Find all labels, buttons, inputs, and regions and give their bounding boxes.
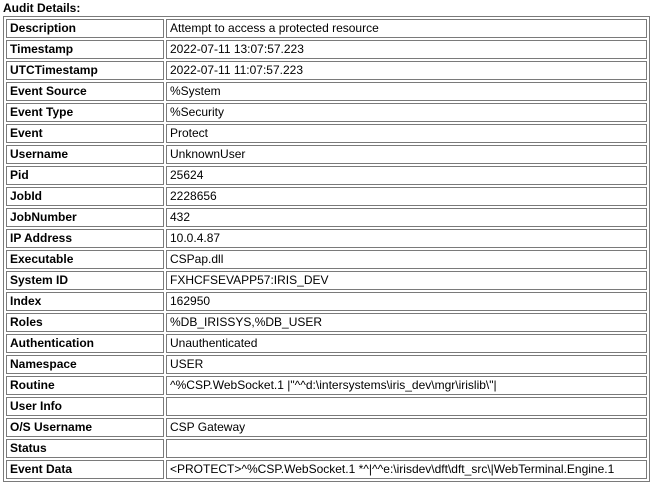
table-row — [6, 61, 647, 80]
row-value — [166, 439, 647, 458]
row-label: JobId — [6, 187, 164, 206]
table-row — [6, 166, 647, 185]
row-value: FXHCFSEVAPP57:IRIS_DEV — [166, 271, 647, 290]
audit-details-heading: Audit Details: — [3, 1, 81, 15]
row-value: CSPap.dll — [166, 250, 647, 269]
table-row — [6, 376, 647, 395]
row-label: Status — [6, 439, 164, 458]
table-row — [6, 313, 647, 332]
audit-details-table — [3, 16, 650, 482]
table-row — [6, 187, 647, 206]
row-label: Username — [6, 145, 164, 164]
row-value: %System — [166, 82, 647, 101]
table-row — [6, 460, 647, 479]
row-label: Event Data — [6, 460, 164, 479]
row-value — [166, 397, 647, 416]
row-value: <PROTECT>^%CSP.WebSocket.1 *^|^^e:\irisdev\dft\dft_src\|WebTerminal.Engine.1 — [166, 460, 647, 479]
row-label: Executable — [6, 250, 164, 269]
row-value: Protect — [166, 124, 647, 143]
row-label: Timestamp — [6, 40, 164, 59]
table-row — [6, 355, 647, 374]
row-label: Event Type — [6, 103, 164, 122]
table-row — [6, 271, 647, 290]
row-value: 432 — [166, 208, 647, 227]
table-row — [6, 334, 647, 353]
row-value: 2022-07-11 13:07:57.223 — [166, 40, 647, 59]
row-label: User Info — [6, 397, 164, 416]
row-label: Roles — [6, 313, 164, 332]
table-row — [6, 124, 647, 143]
row-label: Index — [6, 292, 164, 311]
row-label: Pid — [6, 166, 164, 185]
table-row — [6, 40, 647, 59]
row-label: JobNumber — [6, 208, 164, 227]
row-value: 2022-07-11 11:07:57.223 — [166, 61, 647, 80]
row-label: UTCTimestamp — [6, 61, 164, 80]
table-row — [6, 397, 647, 416]
table-row — [6, 103, 647, 122]
row-value: Attempt to access a protected resource — [166, 19, 647, 38]
row-label: Namespace — [6, 355, 164, 374]
row-value: 25624 — [166, 166, 647, 185]
table-row — [6, 82, 647, 101]
row-label: Routine — [6, 376, 164, 395]
table-row — [6, 19, 647, 38]
table-row — [6, 250, 647, 269]
row-label: Authentication — [6, 334, 164, 353]
row-label: Event — [6, 124, 164, 143]
table-row — [6, 418, 647, 437]
row-value: ^%CSP.WebSocket.1 |"^^d:\intersystems\iris_dev\mgr\irislib\"| — [166, 376, 647, 395]
row-label: Description — [6, 19, 164, 38]
row-label: Event Source — [6, 82, 164, 101]
table-row — [6, 229, 647, 248]
table-row — [6, 208, 647, 227]
table-row — [6, 439, 647, 458]
row-value: %Security — [166, 103, 647, 122]
row-value: USER — [166, 355, 647, 374]
row-value: 10.0.4.87 — [166, 229, 647, 248]
table-row — [6, 145, 647, 164]
row-label: O/S Username — [6, 418, 164, 437]
row-label: IP Address — [6, 229, 164, 248]
row-value: %DB_IRISSYS,%DB_USER — [166, 313, 647, 332]
row-value: UnknownUser — [166, 145, 647, 164]
row-value: 162950 — [166, 292, 647, 311]
row-value: Unauthenticated — [166, 334, 647, 353]
row-label: System ID — [6, 271, 164, 290]
table-row — [6, 292, 647, 311]
row-value: CSP Gateway — [166, 418, 647, 437]
row-value: 2228656 — [166, 187, 647, 206]
